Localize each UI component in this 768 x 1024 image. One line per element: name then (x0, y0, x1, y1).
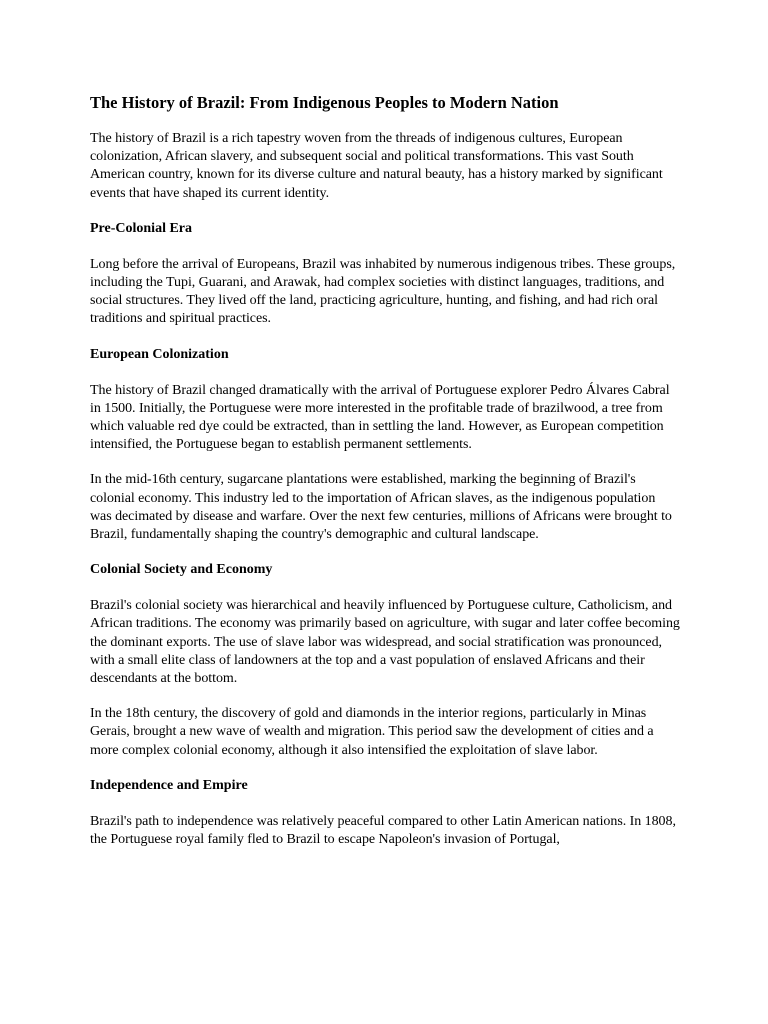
paragraph-pre-colonial-1: Long before the arrival of Europeans, Brazil was inhabited by numerous indigenous tribes. These groups, including the Tupi, Guarani, and Arawak, had complex societies with distinct languages, traditions, and social structures. They lived off the land, practicing agriculture, hunting, and fishing, and had rich oral traditions and spiritual practices. (90, 256, 676, 327)
paragraph-colonial-society-2: In the 18th century, the discovery of gold and diamonds in the interior regions, particularly in Minas Gerais, brought a new wave of wealth and migration. This period saw the development of cities and a more complex colonial economy, although it also intensified the exploitation of slave labor. (90, 706, 654, 758)
intro-paragraph: The history of Brazil is a rich tapestry woven from the threads of indigenous cultures, European colonization, African slavery, and subsequent social and political transformations. This vast South American country, known for its diverse culture and natural beauty, has a history marked by significant events that have shaped its current identity. (90, 131, 663, 201)
paragraph-independence-1: Brazil's path to independence was relatively peaceful compared to other Latin American nations. In 1808, the Portuguese royal family fled to Brazil to escape Napoleon's invasion of Portugal, (90, 813, 676, 848)
document-title: The History of Brazil: From Indigenous Peoples to Modern Nation (90, 93, 559, 112)
section-heading-independence: Independence and Empire (90, 777, 248, 793)
section-heading-pre-colonial: Pre-Colonial Era (90, 220, 193, 236)
section-heading-european-colonization: European Colonization (90, 346, 229, 362)
section-heading-colonial-society: Colonial Society and Economy (90, 562, 273, 578)
paragraph-colonial-society-1: Brazil's colonial society was hierarchical and heavily influenced by Portuguese culture, Catholicism, and African traditions. The economy was primarily based on agriculture, with sugar and later coffee becoming the dominant exports. The use of slave labor was widespread, and social stratification was pronounced, with a small elite class of landowners at the top and a vast population of enslaved Africans and their descendants at the bottom. (90, 598, 680, 687)
paragraph-european-colonization-2: In the mid-16th century, sugarcane plantations were established, marking the beginning of Brazil's colonial economy. This industry led to the importation of African slaves, as the indigenous population was decimated by disease and warfare. Over the next few centuries, millions of Africans were brought to Brazil, fundamentally shaping the country's demographic and cultural landscape. (90, 472, 672, 543)
paragraph-european-colonization-1: The history of Brazil changed dramatically with the arrival of Portuguese explorer Pedro Álvares Cabral in 1500. Initially, the Portuguese were more interested in the profitable trade of brazilwood, a tree from which valuable red dye could be extracted, than in settling the land. However, as European competition intensified, the Portuguese began to establish permanent settlements. (90, 382, 670, 453)
document-page (90, 93, 680, 866)
